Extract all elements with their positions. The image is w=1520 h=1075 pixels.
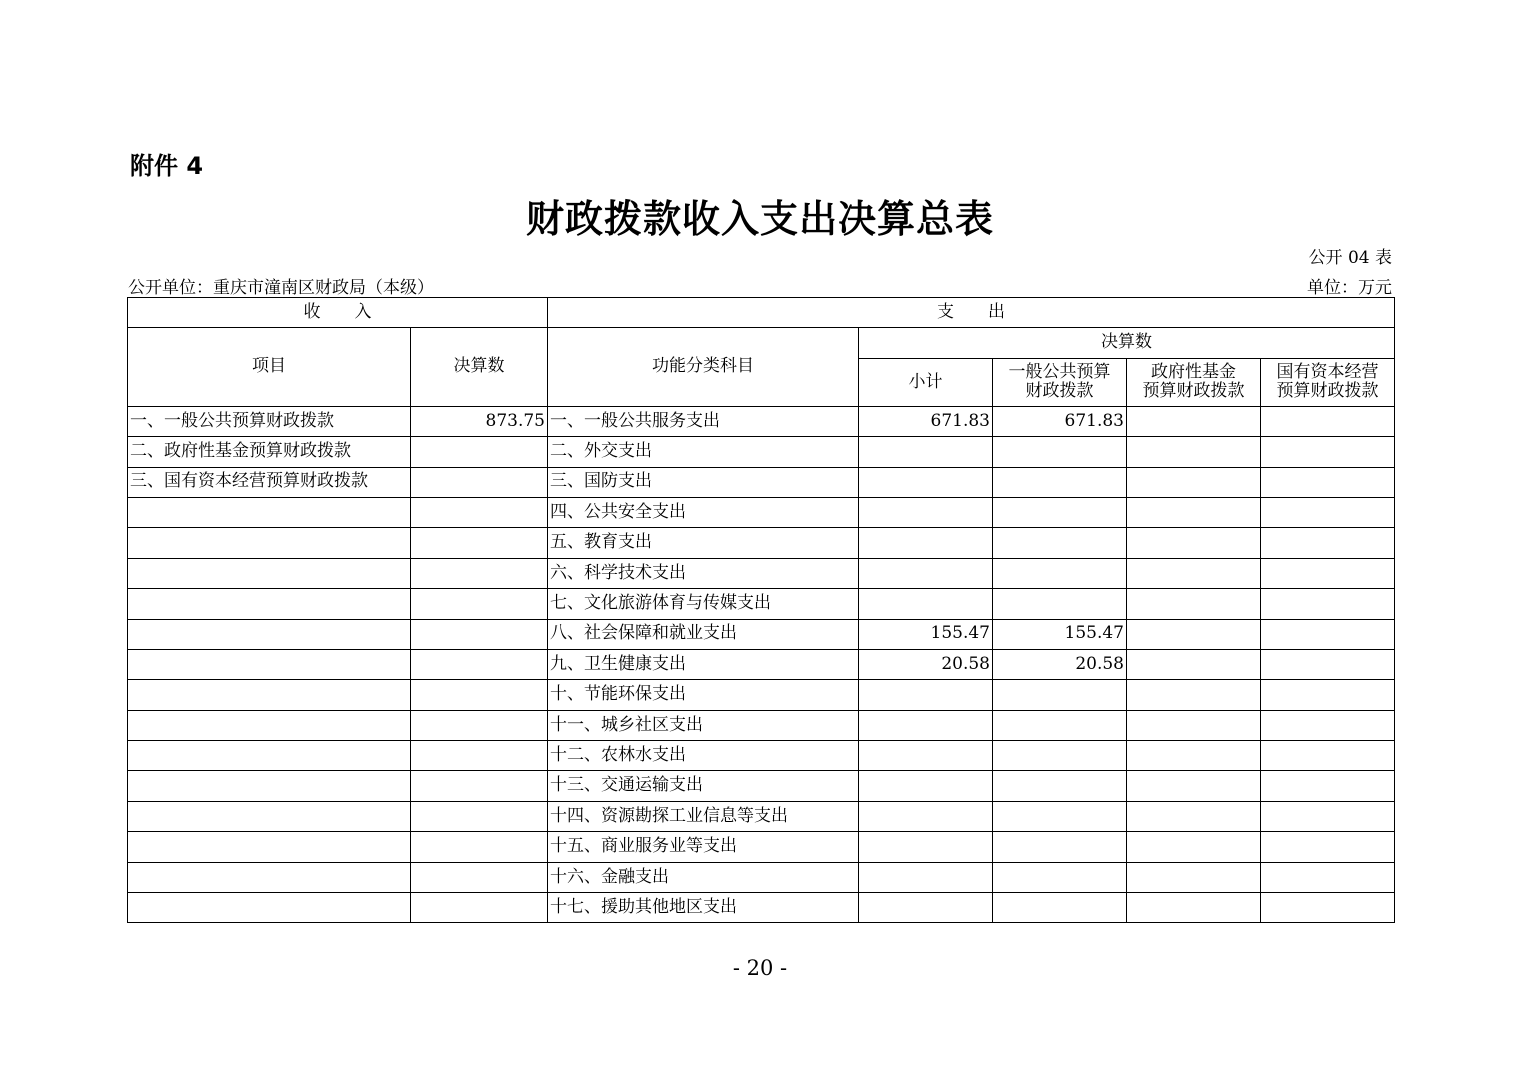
table-row	[128, 771, 1395, 801]
amount-header: 决算数	[411, 328, 548, 406]
general-budget-cell	[993, 893, 1127, 923]
state-capital-header	[1261, 358, 1395, 406]
income-amount-cell	[411, 437, 548, 467]
income-item-cell: 二、政府性基金预算财政拨款	[128, 437, 411, 467]
table-row	[128, 862, 1395, 892]
general-budget-cell	[993, 771, 1127, 801]
gov-fund-cell	[1127, 801, 1261, 831]
income-amount-cell	[411, 467, 548, 497]
gov-fund-cell	[1127, 771, 1261, 801]
income-item-cell	[128, 497, 411, 527]
page-number: - 20 -	[732, 956, 788, 980]
subtotal-cell	[859, 893, 993, 923]
table-row	[128, 649, 1395, 679]
income-amount-cell	[411, 741, 548, 771]
expense-item-cell: 十四、资源勘探工业信息等支出	[548, 801, 859, 831]
subtotal-cell	[859, 558, 993, 588]
table-row	[128, 619, 1395, 649]
state-capital-cell	[1261, 467, 1395, 497]
state-capital-cell	[1261, 437, 1395, 467]
income-header: 收 入	[128, 298, 548, 328]
table-row	[128, 680, 1395, 710]
table-row	[128, 528, 1395, 558]
income-amount-cell	[411, 497, 548, 527]
income-amount-cell	[411, 710, 548, 740]
income-item-cell	[128, 649, 411, 679]
income-item-cell	[128, 801, 411, 831]
subtotal-cell	[859, 741, 993, 771]
income-item-cell	[128, 528, 411, 558]
subtotal-cell	[859, 497, 993, 527]
income-amount-cell	[411, 558, 548, 588]
expense-item-cell: 十、节能环保支出	[548, 680, 859, 710]
income-item-cell	[128, 893, 411, 923]
expense-item-cell: 二、外交支出	[548, 437, 859, 467]
income-item-cell	[128, 680, 411, 710]
income-amount-cell	[411, 680, 548, 710]
subtotal-cell	[859, 528, 993, 558]
expense-item-cell: 五、教育支出	[548, 528, 859, 558]
gov-fund-cell	[1127, 589, 1261, 619]
subtotal-cell	[859, 467, 993, 497]
gov-fund-cell	[1127, 680, 1261, 710]
state-capital-cell	[1261, 589, 1395, 619]
general-budget-cell	[993, 467, 1127, 497]
state-capital-cell	[1261, 528, 1395, 558]
general-budget-cell: 155.47	[993, 619, 1127, 649]
table-row	[128, 710, 1395, 740]
income-item-cell	[128, 710, 411, 740]
gov-fund-cell	[1127, 710, 1261, 740]
table-row	[128, 832, 1395, 862]
income-amount-cell	[411, 832, 548, 862]
subtotal-cell	[859, 680, 993, 710]
table-row	[128, 741, 1395, 771]
state-capital-cell	[1261, 741, 1395, 771]
state-capital-header-line1: 国有资本经营	[1276, 361, 1379, 382]
gov-fund-header-line1: 政府性基金	[1151, 361, 1236, 382]
gov-fund-cell	[1127, 558, 1261, 588]
expense-header: 支 出	[548, 298, 1395, 328]
subtotal-cell	[859, 589, 993, 619]
general-budget-cell: 20.58	[993, 649, 1127, 679]
table-row	[128, 406, 1395, 436]
budget-table	[127, 297, 1395, 923]
expense-item-cell: 十七、援助其他地区支出	[548, 893, 859, 923]
expense-item-cell: 九、卫生健康支出	[548, 649, 859, 679]
subtotal-cell: 20.58	[859, 649, 993, 679]
expense-item-cell: 四、公共安全支出	[548, 497, 859, 527]
gov-fund-cell	[1127, 893, 1261, 923]
expense-item-cell: 十五、商业服务业等支出	[548, 832, 859, 862]
state-capital-cell	[1261, 497, 1395, 527]
state-capital-cell	[1261, 771, 1395, 801]
expense-item-cell: 十二、农林水支出	[548, 741, 859, 771]
general-budget-cell	[993, 680, 1127, 710]
table-row	[128, 589, 1395, 619]
subtotal-cell: 155.47	[859, 619, 993, 649]
state-capital-cell	[1261, 801, 1395, 831]
currency-unit: 单位：万元	[1307, 278, 1392, 298]
state-capital-cell	[1261, 832, 1395, 862]
table-row	[128, 558, 1395, 588]
expense-item-cell: 八、社会保障和就业支出	[548, 619, 859, 649]
subtotal-cell	[859, 862, 993, 892]
state-capital-cell	[1261, 619, 1395, 649]
expense-item-cell: 六、科学技术支出	[548, 558, 859, 588]
expense-item-cell: 一、一般公共服务支出	[548, 406, 859, 436]
general-budget-cell	[993, 862, 1127, 892]
gov-fund-cell	[1127, 741, 1261, 771]
expense-item-cell: 三、国防支出	[548, 467, 859, 497]
state-capital-cell	[1261, 649, 1395, 679]
income-item-cell	[128, 832, 411, 862]
general-budget-cell	[993, 497, 1127, 527]
general-budget-cell	[993, 528, 1127, 558]
table-row	[128, 497, 1395, 527]
gov-fund-cell	[1127, 832, 1261, 862]
expense-item-cell: 十一、城乡社区支出	[548, 710, 859, 740]
income-item-cell	[128, 741, 411, 771]
income-amount-cell	[411, 771, 548, 801]
general-budget-cell: 671.83	[993, 406, 1127, 436]
subtotal-cell	[859, 771, 993, 801]
income-amount-cell	[411, 862, 548, 892]
income-item-cell: 三、国有资本经营预算财政拨款	[128, 467, 411, 497]
gov-fund-cell	[1127, 497, 1261, 527]
state-capital-header-line2: 预算财政拨款	[1276, 381, 1379, 402]
gov-fund-header-line2: 预算财政拨款	[1142, 381, 1245, 402]
table-row	[128, 801, 1395, 831]
table-row	[128, 893, 1395, 923]
state-capital-cell	[1261, 680, 1395, 710]
subtotal-cell	[859, 832, 993, 862]
general-budget-cell	[993, 437, 1127, 467]
gov-fund-cell	[1127, 862, 1261, 892]
income-item-cell	[128, 771, 411, 801]
income-item-cell	[128, 558, 411, 588]
page-title: 财政拨款收入支出决算总表	[525, 196, 994, 241]
income-item-cell	[128, 589, 411, 619]
general-budget-cell	[993, 589, 1127, 619]
table-row	[128, 467, 1395, 497]
income-amount-cell	[411, 589, 548, 619]
subtotal-cell	[859, 710, 993, 740]
state-capital-cell	[1261, 406, 1395, 436]
expense-item-cell: 十三、交通运输支出	[548, 771, 859, 801]
income-amount-cell: 873.75	[411, 406, 548, 436]
item-header: 项目	[128, 328, 411, 406]
gov-fund-header	[1127, 358, 1261, 406]
state-capital-cell	[1261, 862, 1395, 892]
gov-fund-cell	[1127, 437, 1261, 467]
general-budget-header-line2: 财政拨款	[1025, 381, 1094, 402]
income-item-cell	[128, 862, 411, 892]
publishing-unit: 公开单位：重庆市潼南区财政局（本级）	[128, 278, 434, 298]
income-item-cell	[128, 619, 411, 649]
subtotal-cell: 671.83	[859, 406, 993, 436]
expense-item-cell: 七、文化旅游体育与传媒支出	[548, 589, 859, 619]
general-budget-header-line1: 一般公共预算	[1008, 361, 1111, 382]
attachment-label: 附件 4	[130, 152, 204, 180]
income-amount-cell	[411, 649, 548, 679]
gov-fund-cell	[1127, 528, 1261, 558]
subtotal-cell	[859, 801, 993, 831]
general-budget-cell	[993, 801, 1127, 831]
state-capital-cell	[1261, 710, 1395, 740]
table-row	[128, 437, 1395, 467]
header-row-2	[128, 328, 1395, 358]
general-budget-cell	[993, 710, 1127, 740]
general-budget-header	[993, 358, 1127, 406]
subtotal-cell	[859, 437, 993, 467]
gov-fund-cell	[1127, 649, 1261, 679]
gov-fund-cell	[1127, 619, 1261, 649]
income-amount-cell	[411, 893, 548, 923]
income-amount-cell	[411, 619, 548, 649]
form-number: 公开 04 表	[1308, 248, 1392, 268]
general-budget-cell	[993, 741, 1127, 771]
state-capital-cell	[1261, 558, 1395, 588]
func-subject-header: 功能分类科目	[548, 328, 859, 406]
income-amount-cell	[411, 528, 548, 558]
gov-fund-cell	[1127, 467, 1261, 497]
income-amount-cell	[411, 801, 548, 831]
header-row-1	[128, 298, 1395, 328]
state-capital-cell	[1261, 893, 1395, 923]
final-amount-header: 决算数	[859, 328, 1395, 358]
general-budget-cell	[993, 832, 1127, 862]
general-budget-cell	[993, 558, 1127, 588]
subtotal-header: 小计	[859, 358, 993, 406]
expense-item-cell: 十六、金融支出	[548, 862, 859, 892]
income-item-cell: 一、一般公共预算财政拨款	[128, 406, 411, 436]
gov-fund-cell	[1127, 406, 1261, 436]
